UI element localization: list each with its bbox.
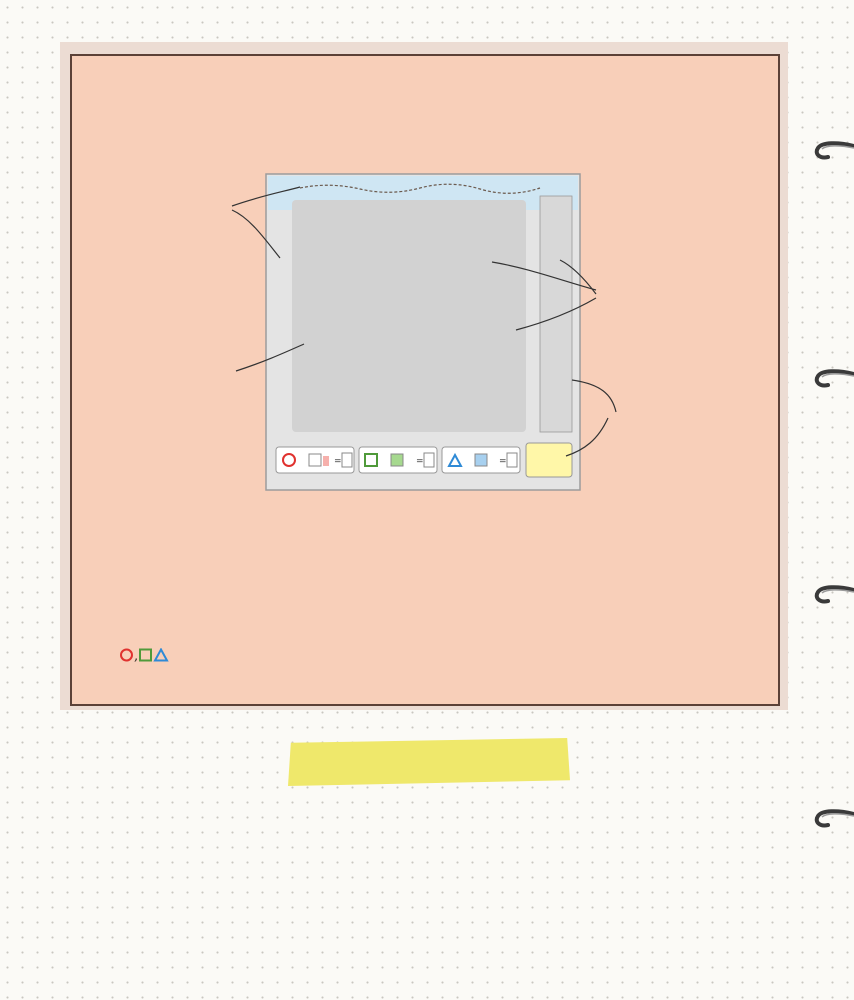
paragraph-tourists: , bbox=[103, 648, 748, 666]
bottom-scoring-row bbox=[276, 447, 520, 473]
goal-title-highlight bbox=[288, 738, 570, 786]
green-square-icon bbox=[138, 648, 153, 662]
svg-text:=: = bbox=[499, 457, 507, 467]
red-circle-icon bbox=[119, 648, 134, 662]
svg-text:=: = bbox=[416, 457, 424, 467]
blue-triangle-icon bbox=[153, 648, 169, 662]
city-grid-area bbox=[292, 200, 526, 432]
scoring-column bbox=[540, 196, 572, 432]
total-cell bbox=[526, 443, 572, 477]
svg-text:=: = bbox=[334, 457, 342, 467]
